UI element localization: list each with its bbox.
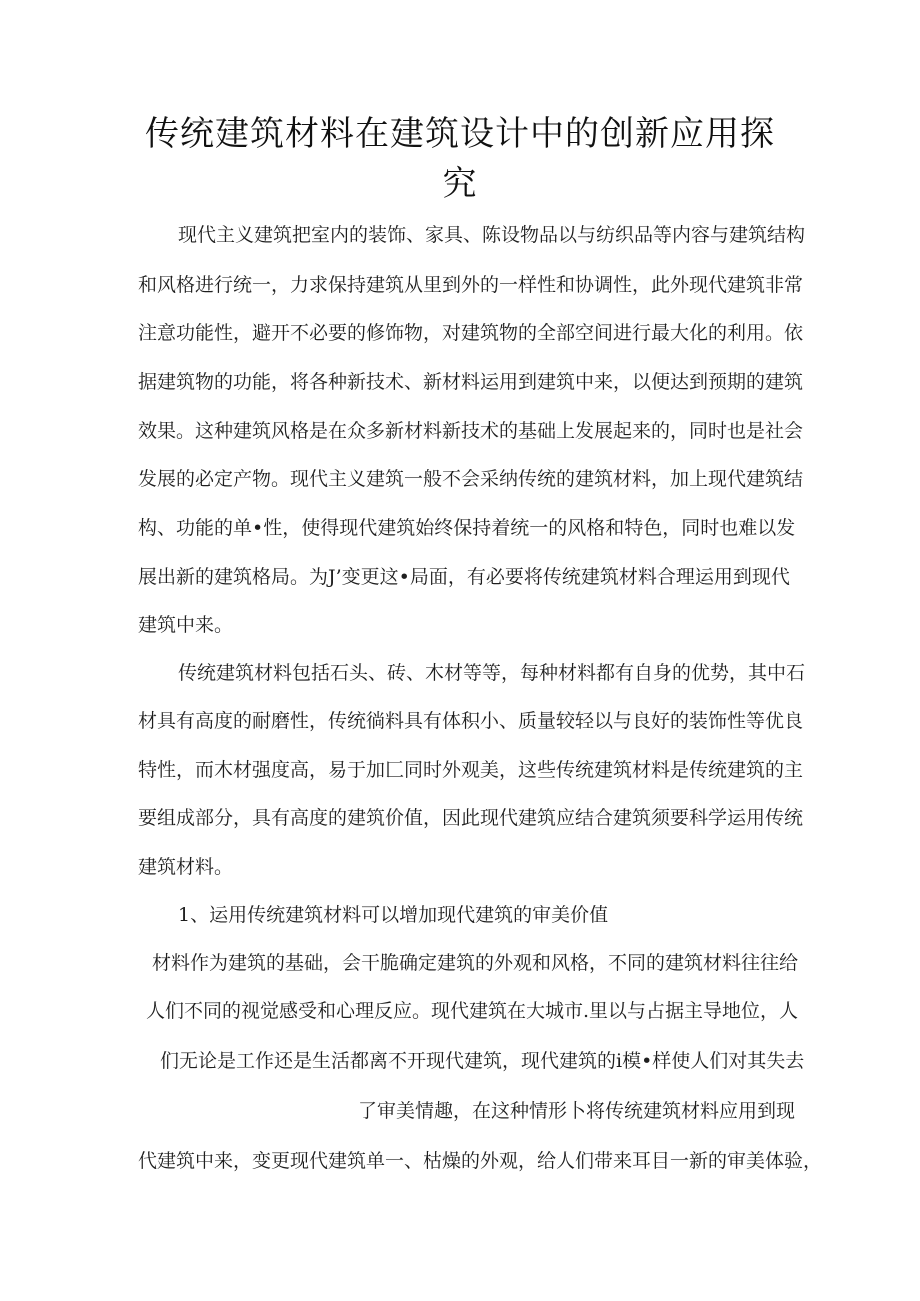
paragraph-1-line: 发展的必定产物。现代主义建筑一般不会采纳传统的建筑材料，加上现代建筑结 — [138, 468, 804, 490]
paragraph-2-line: 材具有高度的耐磨性，传统徜料具有体积小、质量较轻以与良好的装饰性等优良 — [138, 710, 804, 732]
paragraph-3-line: 代建筑中来，变更现代建筑单一、枯燥的外观，给人们带来耳目一新的审美体验， — [138, 1150, 823, 1172]
paragraph-3-line: 材料作为建筑的基础，会干脆确定建筑的外观和风格，不同的建筑材料往往给 — [152, 952, 799, 974]
paragraph-1-line: 和风格进行统一，力求保持建筑从里到外的一样性和协调性，此外现代建筑非常 — [138, 274, 804, 296]
paragraph-2-line: 要组成部分，具有高度的建筑价值，因此现代建筑应结合建筑须要科学运用传统 — [138, 807, 804, 829]
paragraph-1-line: 现代主义建筑把室内的装饰、家具、陈设物品以与纺织品等内容与建筑结构 — [178, 224, 806, 246]
paragraph-3-line: 人们不同的视觉感受和心理反应。现代建筑在大城市.里以与占据主导地位，人 — [146, 1000, 799, 1022]
paragraph-2-line: 建筑材料。 — [138, 856, 234, 878]
paragraph-2-line: 特性，而木材强度高，易于加匚同时外观美，这些传统建筑材料是传统建筑的主 — [138, 759, 804, 781]
section-heading: 1、运用传统建筑材料可以增加现代建筑的审美价值 — [178, 904, 609, 926]
paragraph-3-line: 了审美情趣，在这种情形卜将传统建筑材料应用到现 — [358, 1100, 796, 1122]
paragraph-1-line: 据建筑物的功能，将各种新技术、新材料运用到建筑中来，以便达到预期的建筑 — [138, 371, 804, 393]
paragraph-1-line: 效果。这种建筑风格是在众多新材料新技术的基础上发展起来的，同时也是社会 — [138, 420, 804, 442]
document-title-line-2: 究 — [442, 164, 478, 204]
paragraph-1-line: 注意功能性，避开不必要的修饰物，对建筑物的全部空间进行最大化的利用。依 — [138, 322, 804, 344]
paragraph-3-line: 们无论是工作还是生活都离不开现代建筑，现代建筑的i模•样使人们对其失去 — [160, 1050, 805, 1072]
document-title-line-1: 传统建筑材料在建筑设计中的创新应用探 — [145, 114, 775, 154]
paragraph-1-line: 建筑中来。 — [138, 614, 234, 636]
paragraph-1-line: 构、功能的单•性，使得现代建筑始终保持着统一的风格和特色，同时也难以发 — [138, 517, 796, 539]
paragraph-2-line: 传统建筑材料包括石头、砖、木材等等，每种材料都有自身的优势，其中石 — [178, 662, 806, 684]
paragraph-1-line: 展出新的建筑格局。为J’变更这•局面，有必要将传统建筑材料合理运用到现代 — [138, 566, 790, 588]
